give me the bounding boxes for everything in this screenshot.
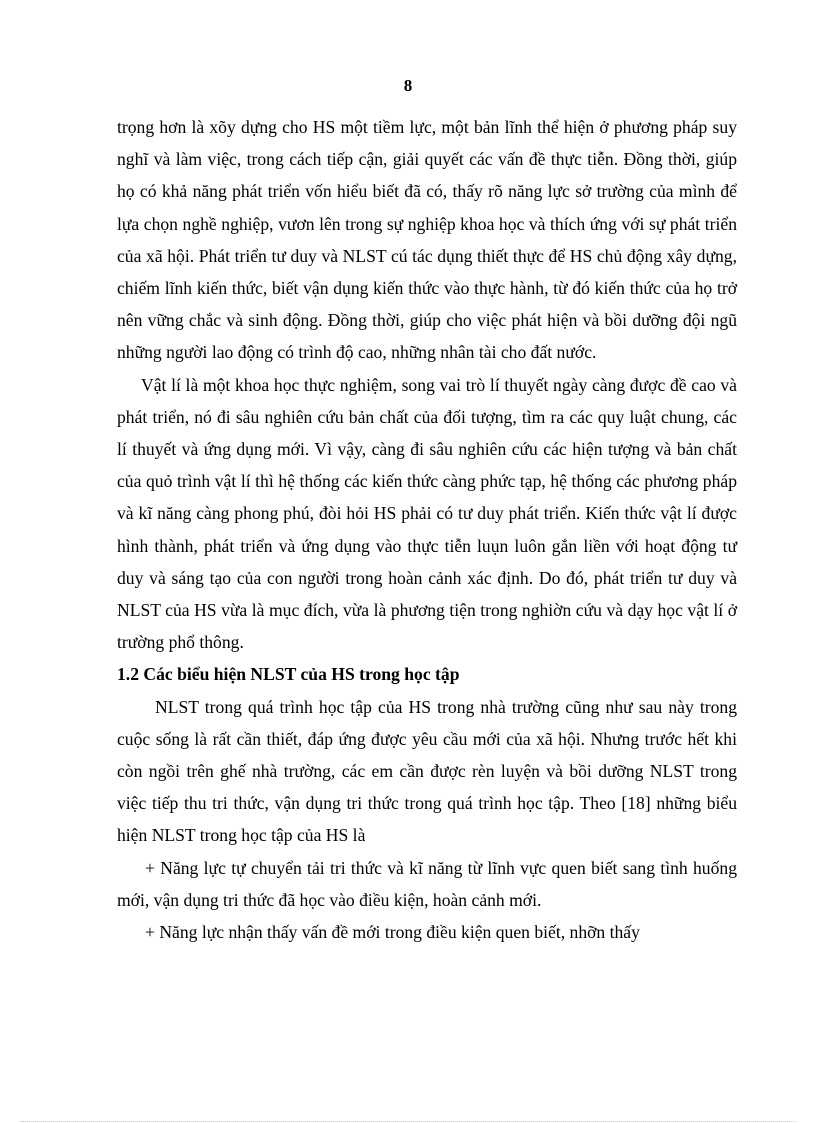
paragraph-3: NLST trong quá trình học tập của HS trong nhà trường cũng như sau này trong cuộc sống là rất cần thiết, đáp ứng được yêu cầu mới của xã hội. Nhưng trước hết khi còn ngồi trên ghế nhà trường, các em cần được rèn luyện và bồi dưỡng NLST trong việc tiếp thu tri thức, vận dụng tri thức trong quá trình học tập. Theo [18] những biểu hiện NLST trong học tập của HS là [117,696,737,846]
document-body [117,111,737,948]
bullet-item-2: + Năng lực nhận thấy vấn đề mới trong điều kiện quen biết, nhỡn thấy [145,922,640,943]
bullet-item-1: + Năng lực tự chuyển tải tri thức và kĩ năng từ lĩnh vực quen biết sang tình huống mới, vận dụng tri thức đã học vào điều kiện, hoàn cảnh mới. [117,857,737,910]
paragraph-1: trọng hơn là xõy dựng cho HS một tiềm lực, một bản lĩnh thể hiện ở phương pháp suy nghĩ và làm việc, trong cách tiếp cận, giải quyết các vấn đề thực tiễn. Đồng thời, giúp họ có khả năng phát triển vốn hiểu biết đã có, thấy rõ năng lực sở trường của mình để lựa chọn nghề nghiệp, vươn lên trong sự nghiệp khoa học và thích ứng với sự phát triển của xã hội. Phát triển tư duy và NLST cú tác dụng thiết thực để HS chủ động xây dựng, chiếm lĩnh kiến thức, biết vận dụng kiến thức vào thực hành, từ đó kiến thức của họ trở nên vững chắc và sinh động. Đồng thời, giúp cho việc phát hiện và bồi dưỡng đội ngũ những người lao động có trình độ cao, những nhân tài cho đất nước. [117,117,737,363]
paragraph-2: Vật lí là một khoa học thực nghiệm, song vai trò lí thuyết ngày càng được đề cao và phát triển, nó đi sâu nghiên cứu bản chất của đối tượng, tìm ra các quy luật chung, các lí thuyết và ứng dụng mới. Vì vậy, càng đi sâu nghiên cứu các hiện tượng và bản chất của quỏ trình vật lí thì hệ thống các kiến thức càng phức tạp, hệ thống các phương pháp và kĩ năng càng phong phú, đòi hỏi HS phải có tư duy phát triển. Kiến thức vật lí được hình thành, phát triển và ứng dụng vào thực tiễn luụn luôn gắn liền với hoạt động tư duy và sáng tạo của con người trong hoàn cảnh xác định. Do đó, phát triển tư duy và NLST của HS vừa là mục đích, vừa là phương tiện trong nghiờn cứu và dạy học vật lí ở trường phổ thông. [117,374,737,653]
page-number: 8 [403,76,413,95]
section-heading: 1.2 Các biểu hiện NLST của HS trong học tập [117,664,460,685]
footer-divider [20,1121,796,1122]
